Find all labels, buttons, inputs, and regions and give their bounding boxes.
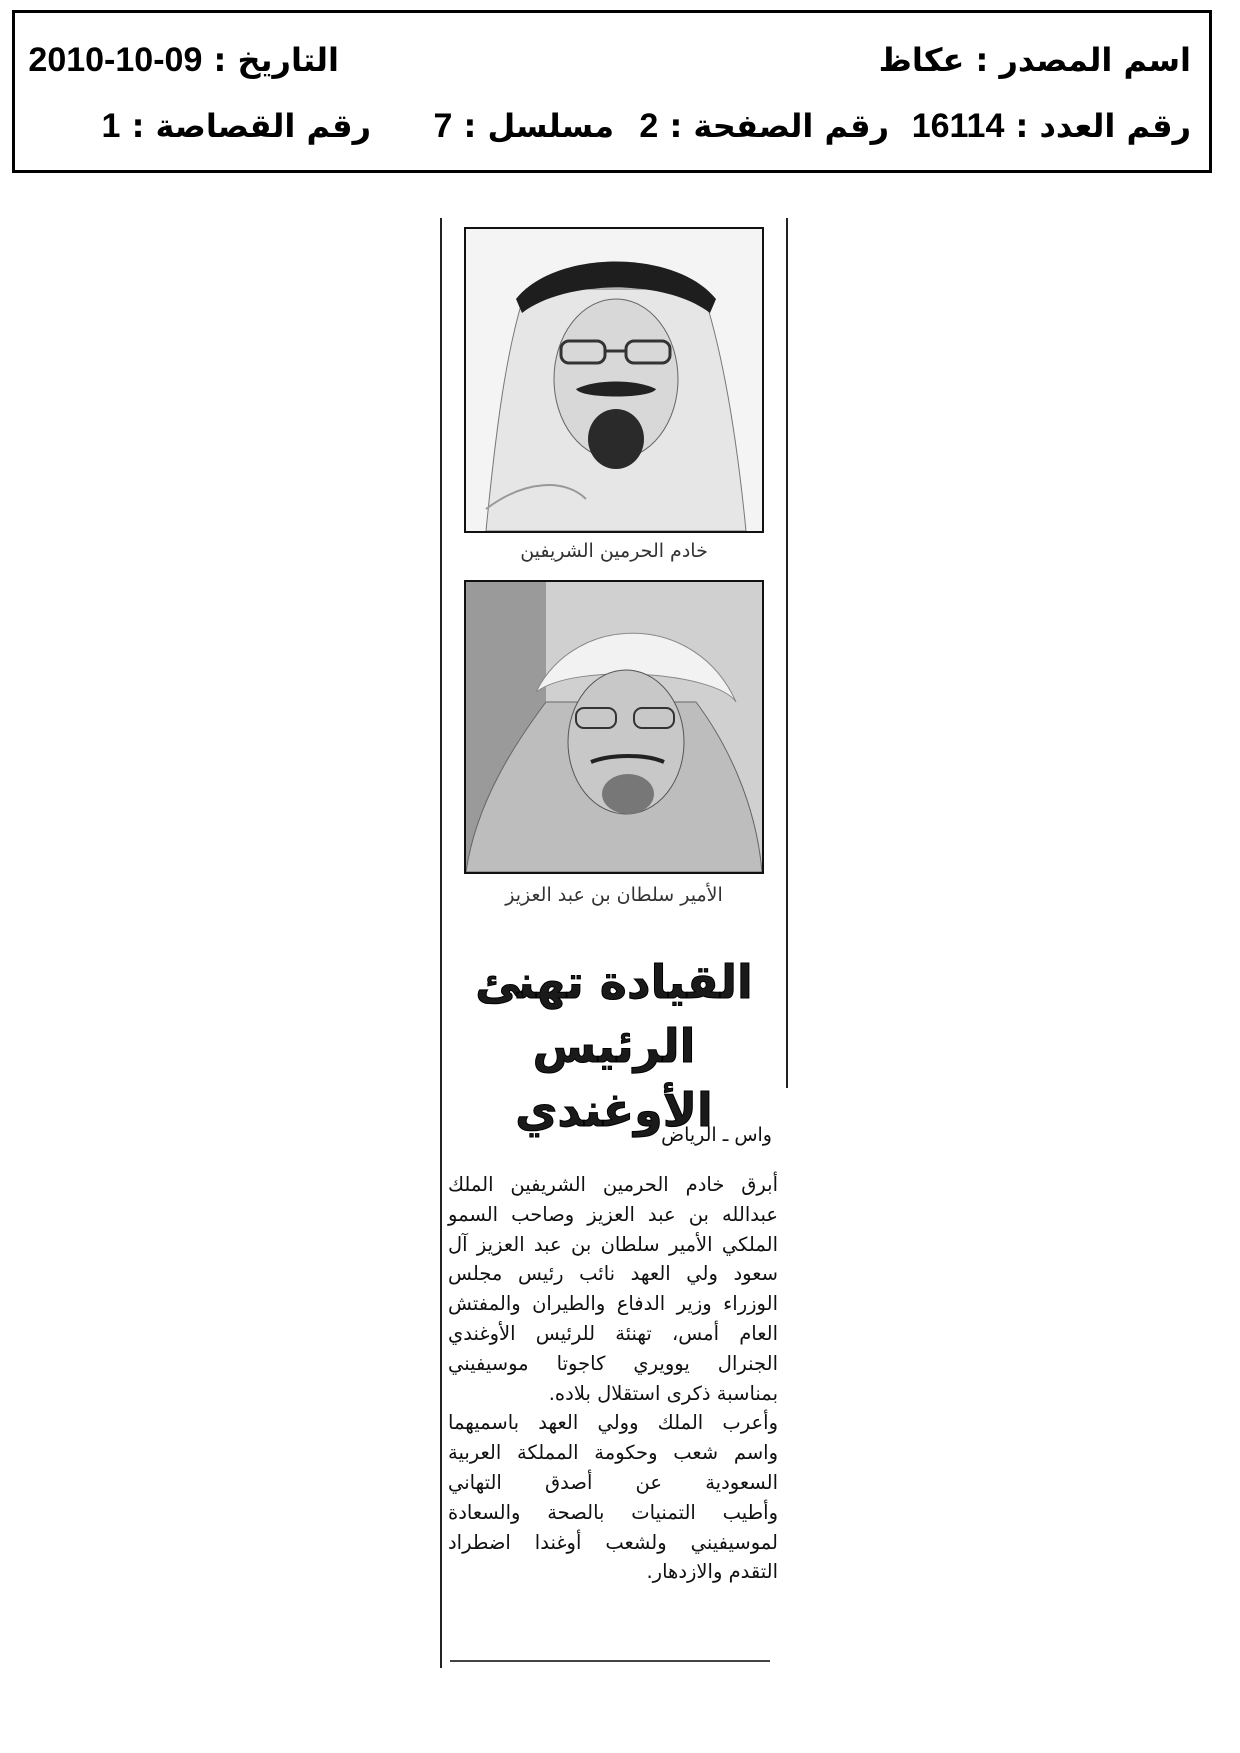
article-headline: [448, 950, 780, 1142]
body-line: واسم شعب وحكومة المملكة العربية: [448, 1441, 778, 1465]
body-line: العام أمس، تهنئة للرئيس الأوغندي: [448, 1321, 778, 1345]
body-line: السعودية عن أصدق التهاني: [448, 1470, 778, 1494]
serial-field: [433, 107, 614, 146]
body-line: سعود ولي العهد نائب رئيس مجلس: [448, 1262, 778, 1286]
source-value: عكاظ: [878, 41, 965, 79]
serial-label: مسلسل :: [463, 107, 614, 145]
clipping-header: [12, 10, 1212, 173]
portrait-prince-image: [466, 582, 762, 872]
source-label: اسم المصدر :: [975, 41, 1191, 79]
prince-photo: [464, 580, 764, 874]
body-line: التقدم والازدهار.: [646, 1560, 778, 1584]
body-line: الوزراء وزير الدفاع والطيران والمفتش: [448, 1292, 778, 1316]
headline-line-1: القيادة تهنئ: [475, 955, 753, 1009]
body-line: وأطيب التمنيات بالصحة والسعادة: [448, 1500, 778, 1524]
date-value: 09-10-2010: [28, 41, 203, 79]
issue-label: رقم العدد :: [1015, 107, 1191, 145]
king-photo: [464, 227, 764, 533]
page-value: 2: [639, 107, 659, 145]
king-photo-caption: خادم الحرمين الشريفين: [520, 540, 708, 562]
headline-line-2: الرئيس الأوغندي: [515, 1019, 713, 1137]
issue-value: 16114: [911, 107, 1005, 145]
prince-photo-caption: الأمير سلطان بن عبد العزيز: [505, 884, 723, 906]
date-label: التاريخ :: [213, 41, 339, 79]
page-field: [639, 107, 889, 146]
column-rule-right: [786, 218, 788, 1088]
body-line: بمناسبة ذكرى استقلال بلاده.: [548, 1381, 778, 1405]
issue-field: [912, 107, 1191, 146]
body-line: الملكي الأمير سلطان بن عبد العزيز آل: [448, 1232, 778, 1256]
body-line: أبرق خادم الحرمين الشريفين الملك: [448, 1173, 778, 1196]
article-body: [448, 1170, 778, 1587]
body-line: لموسيفيني ولشعب أوغندا اضطراد: [448, 1530, 778, 1554]
portrait-king-image: [466, 229, 762, 531]
serial-value: 7: [433, 107, 453, 145]
article-dateline: واس ـ الرياض: [661, 1124, 772, 1146]
column-rule-left: [440, 218, 442, 1668]
source-field: [879, 41, 1191, 79]
page-label: رقم الصفحة :: [669, 107, 889, 145]
date-field: [28, 41, 339, 80]
body-line: الجنرال يوويري كاجوتا موسيفيني: [448, 1351, 778, 1375]
article-bottom-rule: [450, 1660, 770, 1662]
clip-label: رقم القصاصة :: [131, 107, 371, 145]
body-line: وأعرب الملك وولي العهد باسميهما: [448, 1411, 778, 1435]
clip-field: [102, 107, 372, 146]
clip-value: 1: [101, 107, 121, 145]
body-line: عبدالله بن عبد العزيز وصاحب السمو: [448, 1202, 778, 1226]
